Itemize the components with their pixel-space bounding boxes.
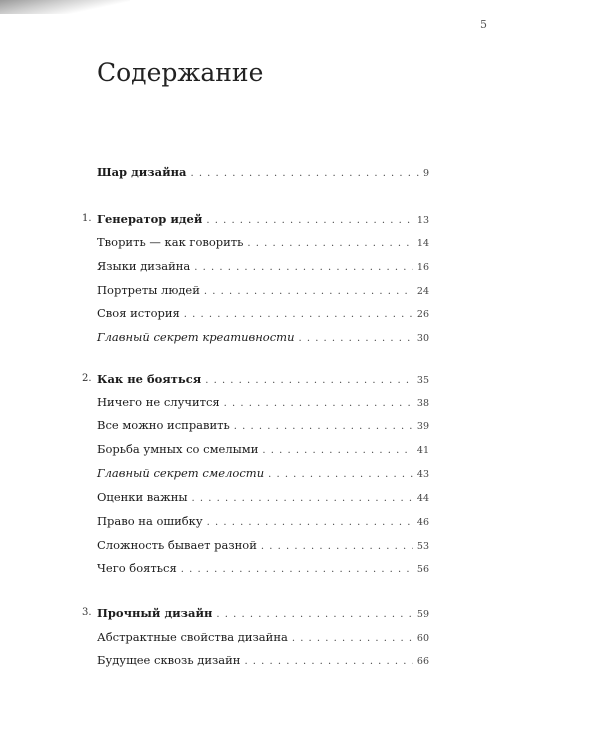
- toc-entry-page: 30: [416, 333, 429, 344]
- toc-entry[interactable]: [82, 604, 429, 622]
- toc-entry[interactable]: [97, 512, 429, 530]
- toc-entry-label: Главный секрет смелости: [97, 466, 265, 480]
- toc-entry-label: Все можно исправить: [97, 418, 230, 432]
- dot-leader: [234, 418, 413, 436]
- toc-entry-label: Оценки важны: [97, 490, 188, 504]
- dot-leader: [204, 283, 413, 301]
- dot-leader: [205, 372, 413, 390]
- dot-leader: [194, 259, 413, 277]
- chapter-number: 1.: [82, 213, 92, 224]
- toc-entry-label: Творить — как говорить: [97, 235, 244, 249]
- toc-entry[interactable]: [97, 328, 429, 346]
- toc-entry-label: Главный секрет креативности: [97, 330, 295, 344]
- dot-leader: [181, 561, 413, 579]
- toc-entry-label: Право на ошибку: [97, 514, 203, 528]
- toc-entry-page: 24: [416, 286, 429, 297]
- toc-entry-label: Языки дизайна: [97, 259, 191, 273]
- dot-leader: [261, 538, 413, 556]
- toc-entry[interactable]: [82, 370, 429, 388]
- toc-entry-label: Абстрактные свойства дизайна: [97, 630, 288, 644]
- toc-entry[interactable]: [97, 304, 429, 322]
- toc-entry[interactable]: [97, 440, 429, 458]
- toc-entry-page: 35: [416, 375, 429, 386]
- toc-entry-label: Чего бояться: [97, 561, 177, 575]
- dot-leader: [216, 606, 413, 624]
- toc-entry-page: 39: [416, 421, 429, 432]
- toc-entry-page: 43: [416, 469, 429, 480]
- dot-leader: [192, 490, 413, 508]
- toc-entry-page: 66: [416, 656, 429, 667]
- toc-entry[interactable]: [97, 233, 429, 251]
- dot-leader: [207, 514, 413, 532]
- dot-leader: [190, 165, 418, 183]
- toc-entry-page: 26: [416, 309, 429, 320]
- toc-entry-page: 44: [416, 493, 429, 504]
- toc-entry-label: Ничего не случится: [97, 395, 220, 409]
- dot-leader: [247, 235, 412, 253]
- toc-entry-label: Как не бояться: [97, 372, 202, 386]
- dot-leader: [244, 653, 412, 671]
- toc-entry[interactable]: [97, 163, 429, 181]
- toc-entry[interactable]: [97, 628, 429, 646]
- toc-entry-label: Борьба умных со смелыми: [97, 442, 259, 456]
- dot-leader: [268, 466, 413, 484]
- toc-entry[interactable]: [97, 281, 429, 299]
- dot-leader: [262, 442, 413, 460]
- toc-entry[interactable]: [97, 257, 429, 275]
- toc-entry[interactable]: [97, 559, 429, 577]
- toc-entry-page: 56: [416, 564, 429, 575]
- toc-entry[interactable]: [97, 416, 429, 434]
- toc-entry-page: 13: [416, 215, 429, 226]
- dot-leader: [224, 395, 413, 413]
- toc-entry-label: Сложность бывает разной: [97, 538, 257, 552]
- toc-entry[interactable]: [97, 464, 429, 482]
- toc-entry-label: Будущее сквозь дизайн: [97, 653, 241, 667]
- toc-entry-page: 59: [416, 609, 429, 620]
- dot-leader: [298, 330, 412, 348]
- toc-entry-label: Шар дизайна: [97, 165, 187, 179]
- toc-entry-page: 60: [416, 633, 429, 644]
- toc-entry[interactable]: [82, 210, 429, 228]
- toc-entry-page: 14: [416, 238, 429, 249]
- chapter-number: 3.: [82, 607, 92, 618]
- toc-entry[interactable]: [97, 393, 429, 411]
- toc-entry-page: 46: [416, 517, 429, 528]
- toc-entry-label: Прочный дизайн: [97, 606, 213, 620]
- toc-entry-label: Генератор идей: [97, 212, 203, 226]
- page-number: 5: [480, 18, 487, 31]
- dot-leader: [292, 630, 413, 648]
- chapter-number: 2.: [82, 373, 92, 384]
- toc-entry-label: Портреты людей: [97, 283, 200, 297]
- toc-entry[interactable]: [97, 651, 429, 669]
- toc-entry-page: 38: [416, 398, 429, 409]
- toc-entry[interactable]: [97, 536, 429, 554]
- toc-entry-page: 16: [416, 262, 429, 273]
- toc-entry[interactable]: [97, 488, 429, 506]
- page-title: Содержание: [97, 58, 264, 87]
- dot-leader: [206, 212, 413, 230]
- toc-entry-label: Своя история: [97, 306, 180, 320]
- dot-leader: [184, 306, 413, 324]
- toc-entry-page: 53: [416, 541, 429, 552]
- toc-entry-page: 41: [416, 445, 429, 456]
- toc-entry-page: 9: [422, 168, 429, 179]
